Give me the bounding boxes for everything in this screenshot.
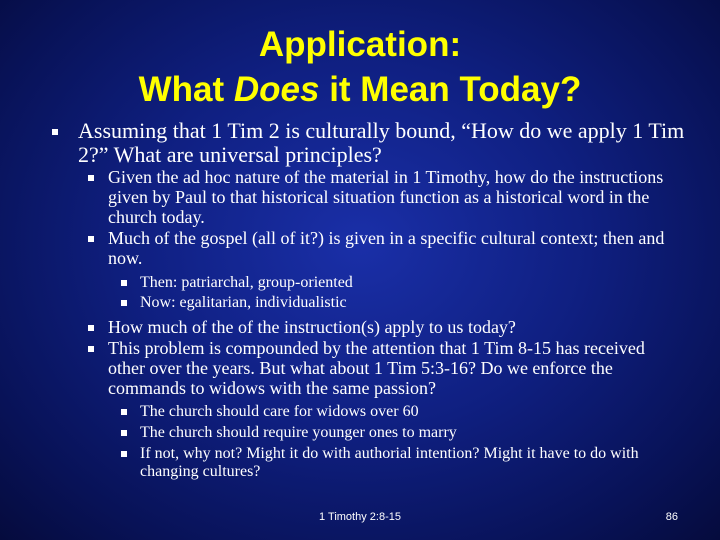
bullet-square-icon xyxy=(121,280,127,286)
bullet-level2-text: Given the ad hoc nature of the material in 1 Timothy, how do the instructions given by Paul to that historical situation function as a historical word in the church today. xyxy=(108,167,664,227)
bullet-square-icon xyxy=(88,346,94,352)
bullet-square-icon xyxy=(121,300,127,306)
bullet-level2-text: How much of the of the instruction(s) apply to us today? xyxy=(108,317,516,337)
bullet-level3-text: Now: egalitarian, individualistic xyxy=(140,294,347,311)
bullet-square-icon xyxy=(121,451,127,457)
title-line-2-pre: What xyxy=(138,70,234,109)
bullet-square-icon xyxy=(88,325,94,331)
title-line-2-emphasis: Does xyxy=(233,70,320,109)
bullet-square-icon xyxy=(88,175,94,181)
bullet-level3-text: The church should care for widows over 60 xyxy=(140,403,419,420)
bullet-level2-text: Much of the gospel (all of it?) is given in a specific cultural context; then and now. xyxy=(108,228,665,268)
bullet-square-icon xyxy=(52,129,58,135)
bullet-level3-text: Then: patriarchal, group-oriented xyxy=(140,274,353,291)
title-line-2 xyxy=(0,67,720,112)
bullet-square-icon xyxy=(121,430,127,436)
slide-title xyxy=(0,22,720,112)
bullet-level3-text: The church should require younger ones to marry xyxy=(140,424,457,441)
slide-number: 86 xyxy=(665,511,678,523)
bullet-square-icon xyxy=(121,409,127,415)
title-line-2-post: it Mean Today? xyxy=(319,70,582,109)
footer-reference: 1 Timothy 2:8-15 xyxy=(319,511,401,523)
bullet-level3-text: If not, why not? Might it do with authorial intention? Might it have to do with changing cultures? xyxy=(140,445,639,480)
bullet-level2-text: This problem is compounded by the attention that 1 Tim 8-15 has received other over the years. But what about 1 Tim 5:3-16? Do we enforce the commands to widows with the same passion? xyxy=(108,338,645,398)
bullet-square-icon xyxy=(88,236,94,242)
bullet-level1-text: Assuming that 1 Tim 2 is culturally bound, “How do we apply 1 Tim 2?” What are universal principles? xyxy=(78,118,685,167)
title-line-1: Application: xyxy=(258,25,462,64)
